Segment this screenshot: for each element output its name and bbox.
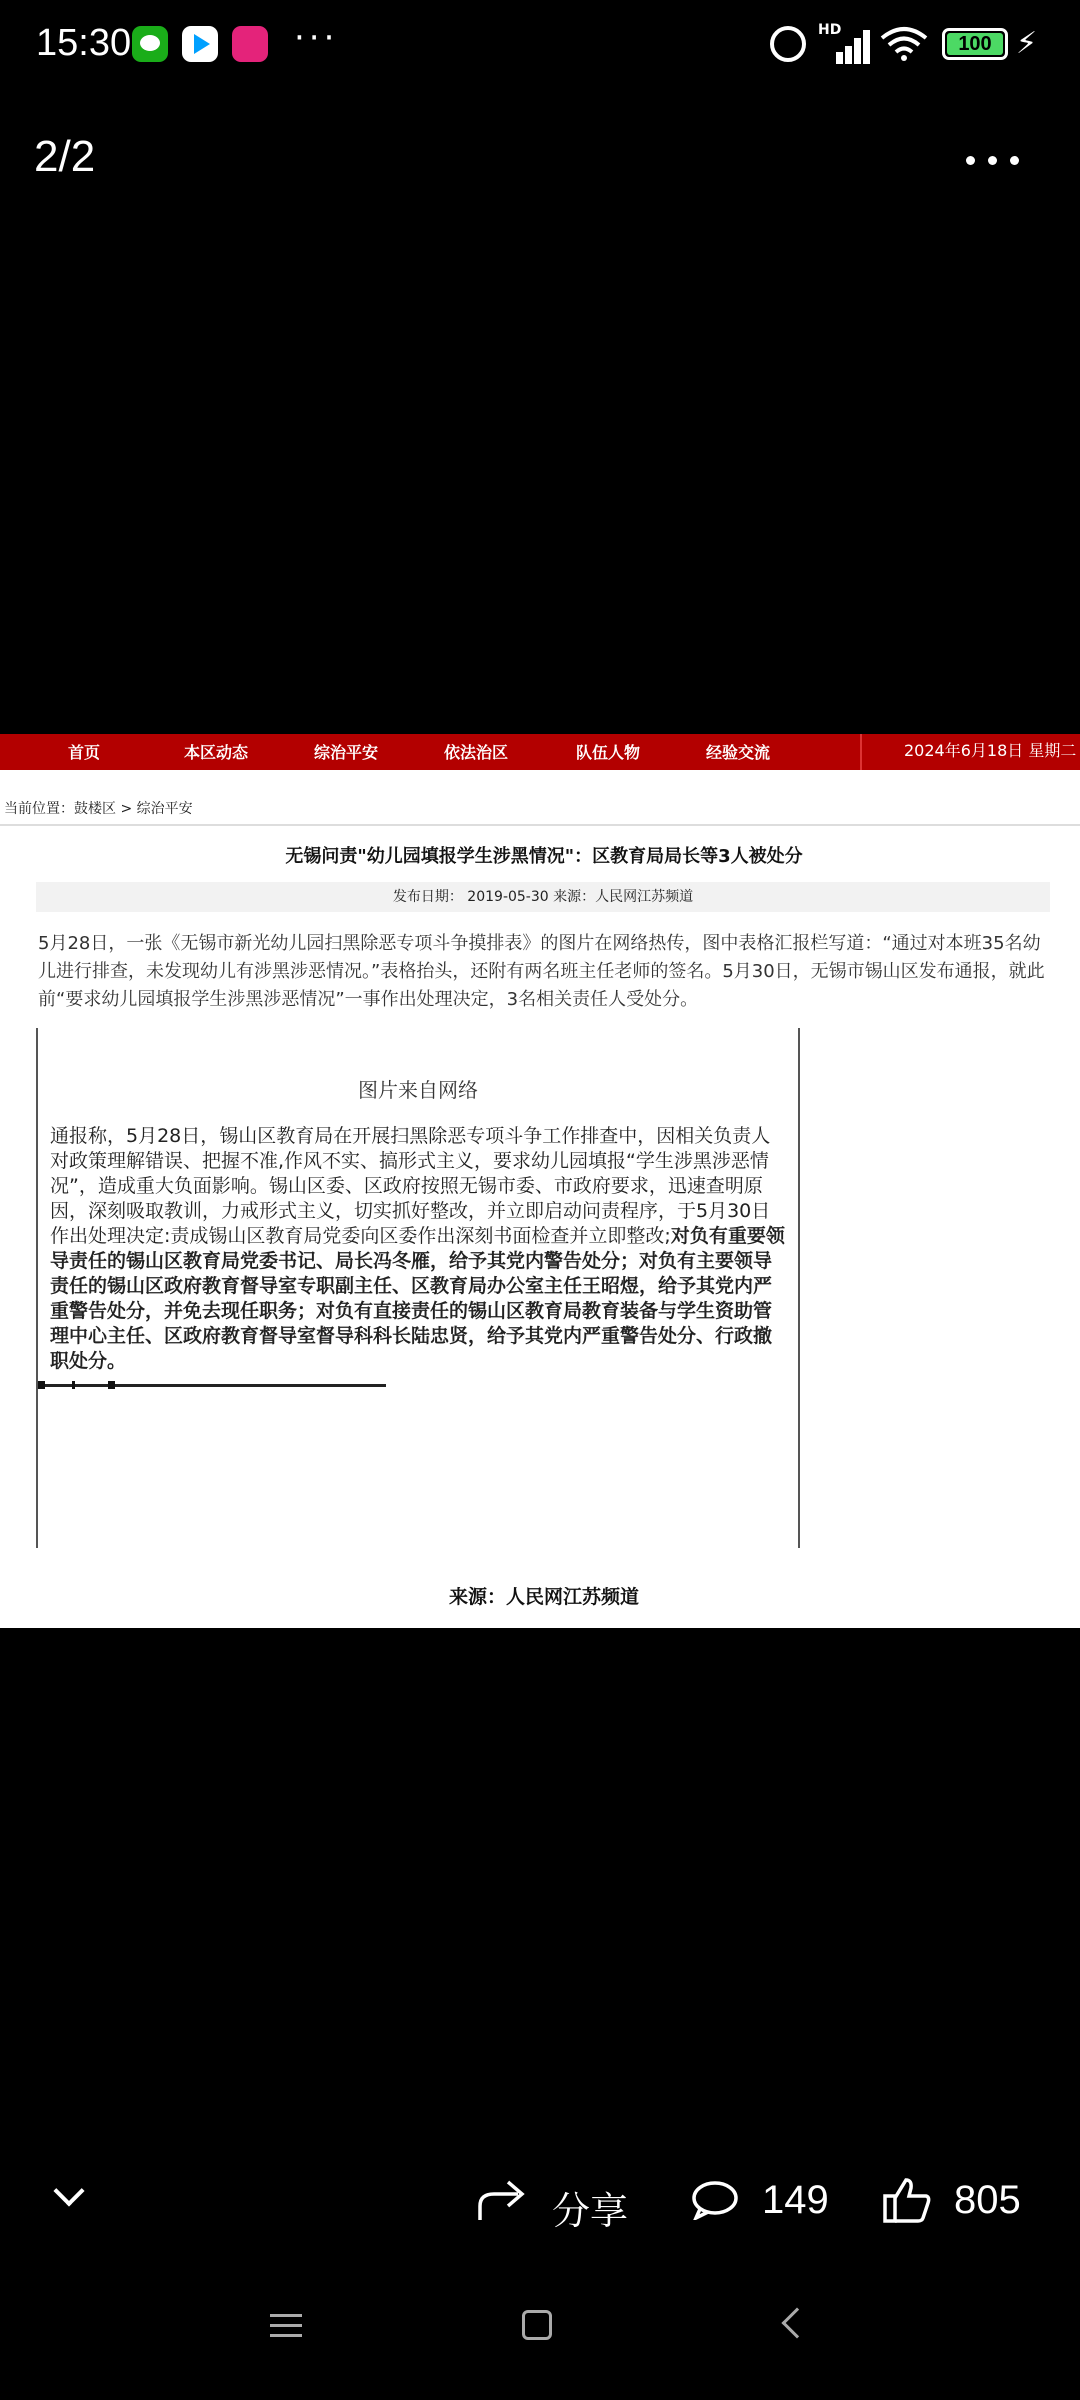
article-title: 无锡问责"幼儿园填报学生涉黑情况"：区教育局局长等3人被处分	[285, 846, 803, 867]
article-lead: 5月28日，一张《无锡市新光幼儿园扫黑除恶专项斗争摸排表》的图片在网络热传，图中表格汇报栏写道：“通过对本班35名幼儿进行排查，未发现幼儿有涉黑涉恶情况。”表格抬头，还附有两名班主任老师的签名。5月30日，无锡市锡山区发布通报，就此前“要求幼儿园填报学生涉黑涉恶情况”一事作出处理决定，3名相关责任人受处分。	[38, 933, 1045, 1010]
menu-icon[interactable]	[270, 2310, 302, 2340]
app-icon	[232, 26, 268, 62]
chevron-down-icon[interactable]	[53, 2175, 84, 2206]
alarm-icon	[770, 26, 806, 62]
more-notifications-icon: ···	[294, 18, 339, 58]
battery-level: 100	[947, 33, 1003, 55]
nav-item-security: 综治平安	[314, 743, 379, 762]
comment-count: 149	[762, 2178, 829, 2222]
home-icon[interactable]	[522, 2310, 552, 2340]
notice-rule	[38, 1384, 386, 1387]
nav-item-experience: 经验交流	[706, 743, 771, 762]
nav-item-home: 首页	[68, 743, 101, 762]
status-bar	[0, 0, 1080, 90]
signal-icon	[818, 24, 870, 64]
system-nav-bar	[0, 2290, 1080, 2370]
play-store-icon	[182, 26, 218, 62]
share-label: 分享	[552, 2189, 629, 2233]
notice-text-bold: 对负有重要领导责任的锡山区教育局党委书记、局长冯冬雁，给予其党内警告处分；对负有主要领导责任的锡山区政府教育督导室专职副主任、区教育局办公室主任王昭煜，给予其党内严重警告处分，并免去现任职务；对负有直接责任的锡山区教育局教育装备与学生资助管理中心主任、区政府教育督导室督导科科长陆忠贤，给予其党内严重警告处分、行政撤职处分。	[50, 1225, 785, 1372]
like-icon	[882, 2176, 932, 2224]
network-type: HD	[818, 22, 842, 38]
nav-date: 2024年6月18日 星期二	[860, 734, 1076, 770]
divider	[0, 824, 1080, 826]
more-icon[interactable]	[960, 140, 1060, 180]
nav-item-district-news: 本区动态	[184, 743, 249, 762]
back-icon[interactable]	[781, 2307, 812, 2338]
embedded-image	[36, 1028, 800, 1548]
article-source: 来源：人民网江苏频道	[448, 1586, 639, 1608]
action-bar	[0, 2160, 1080, 2246]
comment-icon	[690, 2180, 740, 2220]
like-count: 805	[954, 2178, 1021, 2222]
article-meta: 发布日期： 2019-05-30 来源：人民网江苏频道	[36, 882, 1050, 912]
nav-item-rule-of-law: 依法治区	[444, 743, 509, 762]
document-image[interactable]	[0, 734, 1080, 1628]
page-counter: 2/2	[34, 132, 96, 181]
battery-icon	[942, 28, 1008, 60]
notice-text-normal: 通报称，5月28日，锡山区教育局在开展扫黑除恶专项斗争工作排查中，因相关负责人对政策理解错误、把握不准,作风不实、搞形式主义，要求幼儿园填报“学生涉黑涉恶情况”，造成重大负面影响。锡山区委、区政府按照无锡市委、市政府要求，迅速查明原因，深刻吸取教训，力戒形式主义，切实抓好整改，并立即启动问责程序，于5月30日作出处理决定:责成锡山区教育局党委向区委作出深刻书面检查并立即整改;	[50, 1125, 771, 1247]
share-icon	[476, 2178, 528, 2222]
site-nav-bar	[0, 734, 1080, 770]
image-caption: 图片来自网络	[358, 1078, 478, 1102]
nav-item-people: 队伍人物	[576, 743, 641, 762]
status-time: 15:30	[36, 22, 132, 64]
breadcrumb: 当前位置：鼓楼区 > 综治平安	[4, 801, 193, 817]
notice-text	[50, 1124, 786, 1374]
charging-icon: ⚡	[1016, 26, 1038, 61]
wifi-icon	[880, 26, 928, 62]
wechat-icon	[132, 26, 168, 62]
